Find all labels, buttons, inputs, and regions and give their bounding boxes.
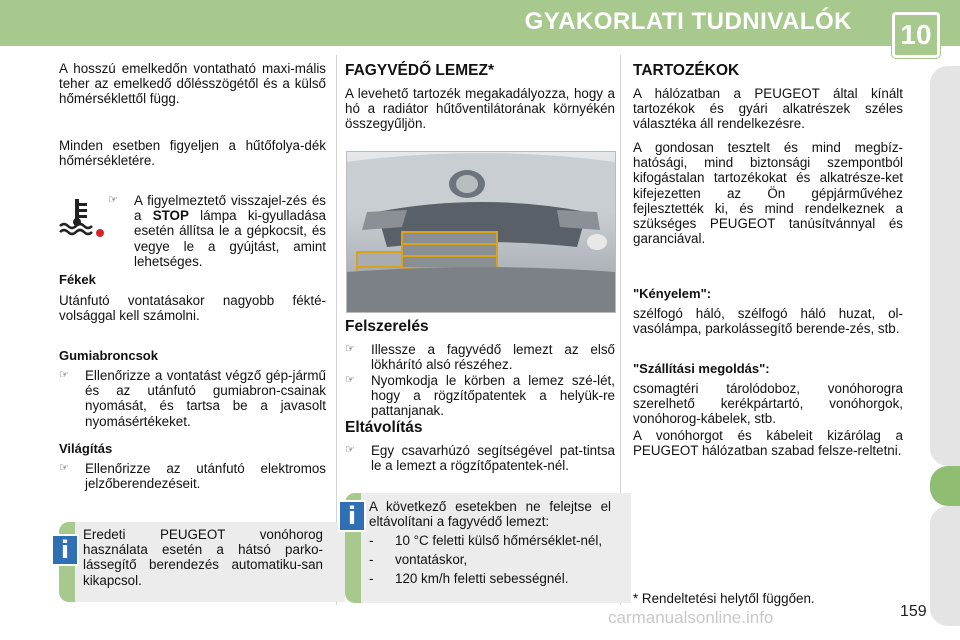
bullet-hand-icon: ☞ bbox=[59, 462, 69, 474]
side-tab-active-chapter[interactable] bbox=[930, 466, 960, 506]
info-icon: i bbox=[51, 534, 79, 566]
transport-paragraph-2: A vonóhorgot és kábeleit kizárólag a PEUGEOT hálózatban szabad felsze-reltetni. bbox=[633, 428, 903, 459]
watermark: carmanualsonline.info bbox=[608, 608, 774, 627]
transport-heading: "Szállítási megoldás": bbox=[633, 361, 770, 376]
transport-paragraph: csomagtéri tárolódoboz, vonóhorogra szerelhető kerékpártartó, vonóhorgok, vonóhorog-kábelek, stb. bbox=[633, 381, 903, 427]
info-icon: i bbox=[338, 500, 366, 532]
accessories-paragraph-2: A gondosan tesztelt és mind megbíz-hatósági, mind biztonsági szempontból kifogástalan tartozékokat és alkatrésze-ket kifejezetten az Ön gépjárművéhez fejlesztették ki, és mind rendelkeznek a szükséges PEUGEOT tanúsítvánnyal és garanciával. bbox=[633, 140, 903, 247]
fitting-bullet-2: ☞ Nyomkodja le körben a lemez szé-lét, hogy a rögzítőpatentek a helyük-re pattanjanak. bbox=[345, 373, 615, 419]
bullet-hand-icon: ☞ bbox=[345, 343, 355, 355]
page-number: 159 bbox=[900, 603, 927, 620]
bullet-hand-icon: ☞ bbox=[345, 444, 355, 456]
list-item: - 120 km/h feletti sebességnél. bbox=[369, 571, 569, 587]
brakes-paragraph: Utánfutó vontatásakor nagyobb fékté-volsággal kell számolni. bbox=[59, 293, 326, 324]
snow-screen-photo bbox=[346, 151, 616, 313]
tyres-bullet: ☞ Ellenőrizze a vontatást végző gép-jármű és az utánfutó gumiabron-csainak nyomását, és tartsa be a javasolt nyomásértékeket. bbox=[59, 368, 326, 429]
lights-heading: Világítás bbox=[59, 441, 113, 456]
bullet-hand-icon: ☞ bbox=[345, 374, 355, 386]
brakes-heading: Fékek bbox=[59, 272, 96, 287]
list-item: - vontatáskor, bbox=[369, 552, 468, 568]
comfort-heading: "Kényelem": bbox=[633, 286, 712, 301]
removal-heading: Eltávolítás bbox=[345, 419, 423, 436]
removal-conditions-list bbox=[369, 533, 611, 591]
tyres-heading: Gumiabroncsok bbox=[59, 348, 158, 363]
bullet-hand-icon: ☞ bbox=[108, 194, 118, 206]
chapter-number-badge: 10 bbox=[892, 12, 940, 58]
accessories-title: TARTOZÉKOK bbox=[633, 62, 740, 79]
parking-assist-note: Eredeti PEUGEOT vonóhorog használata esetén a hátsó parko-lássegítő berendezés automatiku-san kikapcsol. bbox=[83, 527, 323, 588]
lights-bullet: ☞ Ellenőrizze az utánfutó elektromos jelzőberendezéseit. bbox=[59, 461, 326, 492]
list-item: - 10 °C feletti külső hőmérséklet-nél, bbox=[369, 533, 603, 548]
page-header bbox=[0, 0, 960, 46]
footnote: * Rendeltetési helytől függően. bbox=[633, 591, 815, 606]
coolant-warning-bullet: ☞ A figyelmeztető visszajel-zés és a STOP lámpa ki-gyulladása esetén állítsa le a gépkocsit, és vegye le a gyújtást, amint lehetséges. bbox=[108, 193, 326, 269]
page-title: GYAKORLATI TUDNIVALÓK bbox=[524, 8, 852, 35]
side-tab-lower bbox=[930, 506, 960, 626]
snow-screen-intro: A levehető tartozék megakadályozza, hogy a hó a radiátor hűtőventilátorának környékén összegyűljön. bbox=[345, 86, 615, 132]
comfort-paragraph: szélfogó háló, szélfogó háló huzat, ol-vasólámpa, parkolássegítő berende-zés, stb. bbox=[633, 306, 903, 337]
coolant-paragraph: Minden esetben figyeljen a hűtőfolya-dék hőmérsékletére. bbox=[59, 138, 326, 169]
fitting-bullet-1: ☞ Illessze a fagyvédő lemezt az első lökhárító alsó részéhez. bbox=[345, 342, 615, 373]
removal-bullet: ☞ Egy csavarhúzó segítségével pat-tintsa le a lemezt a rögzítőpatentek-nél. bbox=[345, 443, 615, 474]
side-tab-upper bbox=[930, 66, 960, 466]
accessories-paragraph-1: A hálózatban a PEUGEOT által kínált tartozékok és gyári alkatrészek széles választéka áll rendelkezésre. bbox=[633, 86, 903, 132]
towing-load-paragraph: A hosszú emelkedőn vontatható maxi-mális teher az emelkedő dőlésszögétől és a külső hőmérséklettől függ. bbox=[59, 61, 326, 107]
removal-note-intro: A következő esetekben ne felejtse el eltávolítani a fagyvédő lemezt: bbox=[369, 499, 611, 530]
coolant-temperature-warning-icon bbox=[56, 197, 106, 237]
bullet-hand-icon: ☞ bbox=[59, 369, 69, 381]
snow-screen-title: FAGYVÉDŐ LEMEZ* bbox=[345, 62, 494, 79]
removal-conditions-note-box bbox=[345, 493, 631, 603]
fitting-heading: Felszerelés bbox=[345, 318, 429, 335]
stop-label: STOP bbox=[152, 208, 189, 224]
parking-assist-note-box bbox=[59, 522, 345, 602]
